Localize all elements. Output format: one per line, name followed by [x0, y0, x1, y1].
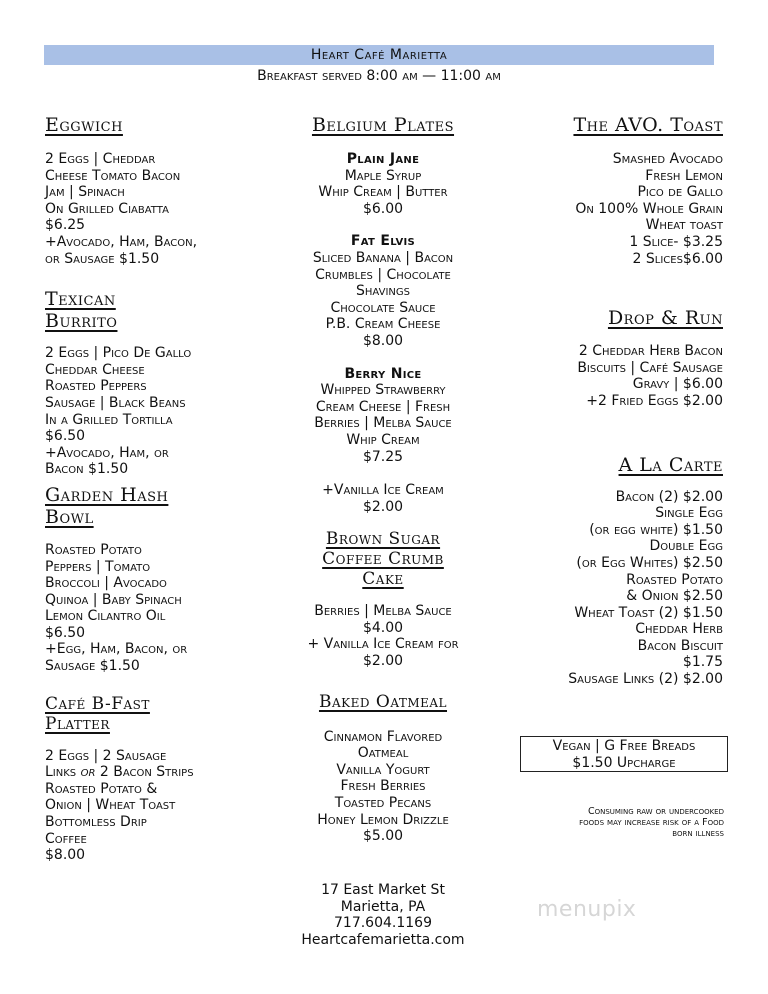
berry-nice-item [268, 366, 498, 466]
title-line: Texican [45, 288, 116, 311]
menu-line: Shavings [356, 283, 410, 300]
menu-line: Roasted Potato & [45, 780, 158, 797]
menu-line: + Vanilla Ice Cream for [307, 636, 459, 653]
menu-line: Whip Cream | Butter [318, 184, 448, 201]
menu-line: Chocolate Sauce [330, 299, 436, 316]
item-name: Berry Nice [344, 365, 422, 382]
right-column [500, 114, 723, 688]
price: 2 Slices$6.00 [632, 250, 723, 267]
menu-line: Single Egg [655, 505, 723, 522]
title-line: Coffee Crumb [322, 549, 444, 570]
menu-line: Sausage Links (2) $2.00 [568, 671, 723, 688]
title-line: Garden Hash [45, 483, 169, 506]
oatmeal-description [268, 729, 498, 845]
menu-line: Crumbles | Chocolate [315, 266, 451, 283]
menu-line: Fresh Lemon [645, 167, 723, 184]
price: $8.00 [362, 332, 404, 349]
menu-line: Berries | Melba Sauce [314, 415, 452, 432]
price: $4.00 [362, 619, 404, 636]
title-line: Cake [362, 569, 404, 590]
menu-line: Roasted Potato [626, 571, 723, 588]
price: $2.00 [362, 653, 404, 670]
price: 1 Slice- $3.25 [629, 233, 723, 250]
price: $7.25 [362, 448, 404, 465]
warning-line: Consuming raw or undercooked [587, 806, 724, 817]
menu-line: Vanilla Yogurt [336, 761, 430, 778]
menu-line: Broccoli | Avocado [45, 575, 167, 592]
section-title-drop-run: Drop & Run [607, 307, 723, 330]
menu-line: Quinoa | Baby Spinach [45, 591, 182, 608]
menu-line: & Onion $2.50 [626, 588, 723, 605]
menu-line: Double Egg [649, 538, 723, 555]
menu-line [45, 764, 275, 781]
menu-line: Wheat Toast (2) $1.50 [574, 604, 723, 621]
note-line: $1.50 Upcharge [572, 755, 676, 771]
hash-description [45, 542, 275, 675]
vegan-gluten-free-note [520, 736, 728, 772]
section-title-hash [45, 484, 275, 528]
menu-line: Honey Lemon Drizzle [317, 811, 449, 828]
menu-line: Bacon Biscuit [637, 637, 723, 654]
menu-line: Biscuits | Café Sausage [577, 359, 723, 376]
menu-line: Coffee [45, 830, 87, 847]
menu-line: Peppers | Tomato [45, 558, 151, 575]
address-footer [268, 882, 498, 948]
avo-toast-description [500, 151, 723, 267]
warning-line: born illness [672, 828, 724, 839]
drop-run-description [500, 343, 723, 409]
menu-line: Cinnamon Flavored [323, 728, 443, 745]
middle-column [268, 114, 498, 845]
menu-line: or Sausage $1.50 [45, 250, 160, 267]
text: 2 Bacon Strips [95, 764, 194, 781]
menupix-watermark: menupix [537, 897, 637, 922]
title-line: Café B-Fast [45, 693, 150, 714]
menu-line: Roasted Potato [45, 541, 142, 558]
title-line: Bowl [45, 505, 94, 528]
title-line: Platter [45, 713, 110, 734]
menu-line: On Grilled Ciabatta [45, 200, 169, 217]
menu-line: +Egg, Ham, Bacon, or [45, 641, 188, 658]
title-line: Burrito [45, 310, 118, 333]
section-title-eggwich: Eggwich [45, 114, 123, 136]
food-safety-warning [522, 806, 724, 839]
menu-line: Sausage | Black Beans [45, 394, 186, 411]
menu-line: Bottomless Drip [45, 814, 147, 831]
note-line: Vegan | G Free Breads [552, 738, 696, 754]
menu-line: 2 Cheddar Herb Bacon [578, 343, 723, 360]
price: $6.50 [45, 624, 86, 641]
menu-line: Sausage $1.50 [45, 658, 140, 675]
burrito-description [45, 345, 275, 478]
phone-number: 717.604.1169 [334, 915, 432, 932]
menu-line: Pico de Gallo [637, 184, 723, 201]
section-title-burrito [45, 288, 275, 332]
menu-line: Cheddar Herb [635, 621, 723, 638]
menu-line: (or Egg Whites) $2.50 [576, 554, 723, 571]
menu-line: Maple Syrup [344, 167, 422, 184]
menu-line: Bacon (2) $2.00 [615, 488, 723, 505]
menu-line: Whip Cream [346, 431, 420, 448]
menu-line: Jam | Spinach [45, 184, 125, 201]
price: $1.75 [682, 654, 723, 671]
menu-line: On 100% Whole Grain [575, 200, 723, 217]
plain-jane-item [268, 151, 498, 217]
warning-line: foods may increase risk of a Food [579, 817, 724, 828]
section-title-platter [45, 694, 275, 734]
menu-line: Roasted Peppers [45, 378, 147, 395]
website-link[interactable]: Heartcafemarietta.com [301, 931, 465, 948]
menu-line: +Avocado, Ham, Bacon, [45, 233, 198, 250]
menu-line: Fresh Berries [340, 778, 426, 795]
fat-elvis-item [268, 233, 498, 349]
title-line: Brown Sugar [325, 529, 441, 550]
platter-description [45, 748, 275, 864]
price: $6.00 [362, 200, 404, 217]
menu-line: P.B. Cream Cheese [325, 316, 441, 333]
menu-line: Cheddar Cheese [45, 361, 145, 378]
menu-line: Smashed Avocado [612, 151, 723, 167]
section-title-oatmeal: Baked Oatmeal [318, 691, 448, 712]
menu-line: Oatmeal [357, 745, 409, 762]
price: $6.50 [45, 428, 86, 445]
section-title-crumb-cake [268, 529, 498, 589]
section-title-belgium: Belgium Plates [311, 114, 455, 136]
menu-line: Onion | Wheat Toast [45, 797, 176, 814]
item-name: Plain Jane [346, 151, 420, 167]
price: $5.00 [362, 828, 404, 845]
price: $6.25 [45, 217, 86, 234]
price: $2.00 [362, 498, 404, 515]
menu-line: In a Grilled Tortilla [45, 411, 173, 428]
menu-line: Lemon Cilantro Oil [45, 608, 166, 625]
restaurant-title: Heart Café Marietta [310, 47, 448, 63]
menu-line: Bacon $1.50 [45, 461, 129, 478]
menu-line: 2 Eggs | 2 Sausage [45, 747, 167, 764]
a-la-carte-list [500, 489, 723, 688]
breakfast-hours: Breakfast served 8:00 am — 11:00 am [257, 68, 501, 84]
section-title-avo-toast: The AVO. Toast [573, 114, 723, 136]
price: $8.00 [45, 847, 86, 864]
restaurant-title-banner [44, 45, 714, 65]
menu-line: Sliced Banana | Bacon [312, 249, 454, 266]
belgium-addon [268, 482, 498, 515]
crumb-cake-description [268, 603, 498, 669]
menu-line: +Vanilla Ice Cream [322, 482, 444, 499]
menu-line: 2 Eggs | Cheddar [45, 151, 156, 167]
menu-line: Berries | Melba Sauce [314, 603, 452, 620]
menu-line: Cream Cheese | Fresh [315, 398, 451, 415]
menu-line: +2 Fried Eggs $2.00 [586, 392, 723, 409]
text: Links [45, 764, 81, 781]
eggwich-description [45, 151, 275, 267]
section-title-a-la-carte: A La Carte [618, 453, 723, 476]
item-name: Fat Elvis [350, 233, 416, 250]
menu-line: Toasted Pecans [334, 795, 432, 812]
menu-line: Gravy | $6.00 [632, 376, 723, 393]
text-italic: or [80, 764, 96, 781]
menu-line: +Avocado, Ham, or [45, 444, 169, 461]
menu-line: Wheat toast [645, 217, 723, 234]
menu-line: Whipped Strawberry [320, 382, 446, 399]
menu-line: Cheese Tomato Bacon [45, 167, 181, 184]
left-column [45, 114, 275, 864]
menu-line: (or egg white) $1.50 [589, 521, 723, 538]
menu-line: 2 Eggs | Pico De Gallo [45, 345, 192, 362]
address-city: Marietta, PA [340, 898, 426, 915]
address-street: 17 East Market St [321, 882, 445, 898]
